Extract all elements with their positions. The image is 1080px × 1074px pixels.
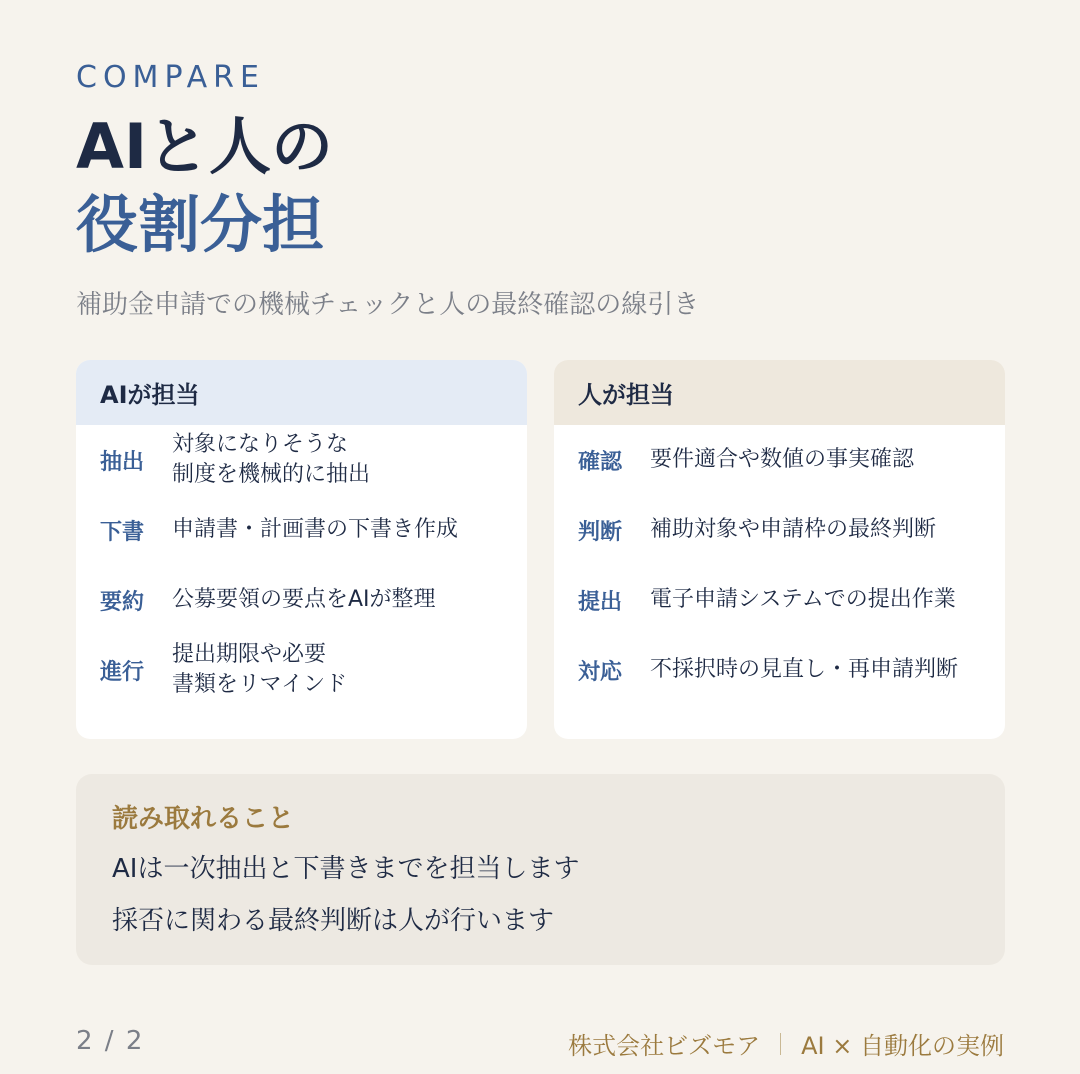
page-indicator: 2 / 2 (76, 1026, 145, 1056)
ai-role-card (76, 360, 527, 739)
ai-row-desc: 提出期限や必要 書類をリマインド (172, 642, 348, 697)
ai-row (100, 425, 507, 495)
footer-divider (780, 1033, 781, 1055)
summary-line: AIは一次抽出と下書きまでを担当します (112, 854, 580, 884)
ai-row-tag: 進行 (100, 659, 145, 685)
company-name: 株式会社ビズモア (568, 1032, 761, 1060)
ai-row (100, 635, 507, 705)
title-line-1: AIと人の (76, 110, 334, 183)
ai-row (100, 495, 507, 565)
human-row-tag: 判断 (578, 519, 623, 545)
eyebrow-label: COMPARE (76, 60, 265, 95)
human-row-desc: 要件適合や数値の事実確認 (650, 447, 915, 472)
summary-box (76, 774, 1005, 965)
ai-row-desc: 公募要領の要点をAIが整理 (172, 587, 436, 612)
human-row-tag: 確認 (578, 449, 623, 475)
ai-card-heading: AIが担当 (76, 360, 527, 425)
title-line-2: 役割分担 (76, 188, 325, 261)
footer-credit (568, 1026, 1004, 1061)
human-row (578, 635, 985, 705)
summary-line: 採否に関わる最終判断は人が行います (112, 906, 555, 936)
human-row-desc: 電子申請システムでの提出作業 (650, 587, 956, 612)
ai-row-tag: 抽出 (100, 449, 145, 475)
human-row-desc: 不採択時の見直し・再申請判断 (650, 657, 959, 682)
ai-row-desc: 申請書・計画書の下書き作成 (172, 517, 459, 542)
human-role-card (554, 360, 1005, 739)
page-subtitle: 補助金申請での機械チェックと人の最終確認の線引き (76, 290, 700, 320)
human-row-tag: 対応 (578, 659, 623, 685)
series-name: AI × 自動化の実例 (801, 1032, 1004, 1060)
human-card-heading: 人が担当 (554, 360, 1005, 425)
human-row-desc: 補助対象や申請枠の最終判断 (650, 517, 937, 542)
ai-row-desc: 対象になりそうな 制度を機械的に抽出 (172, 432, 371, 487)
summary-title: 読み取れること (112, 804, 295, 834)
human-row (578, 425, 985, 495)
human-row-tag: 提出 (578, 589, 623, 615)
human-row (578, 495, 985, 565)
human-row (578, 565, 985, 635)
ai-row-tag: 要約 (100, 589, 145, 615)
page-title (76, 108, 333, 264)
ai-row-tag: 下書 (100, 519, 145, 545)
ai-row (100, 565, 507, 635)
